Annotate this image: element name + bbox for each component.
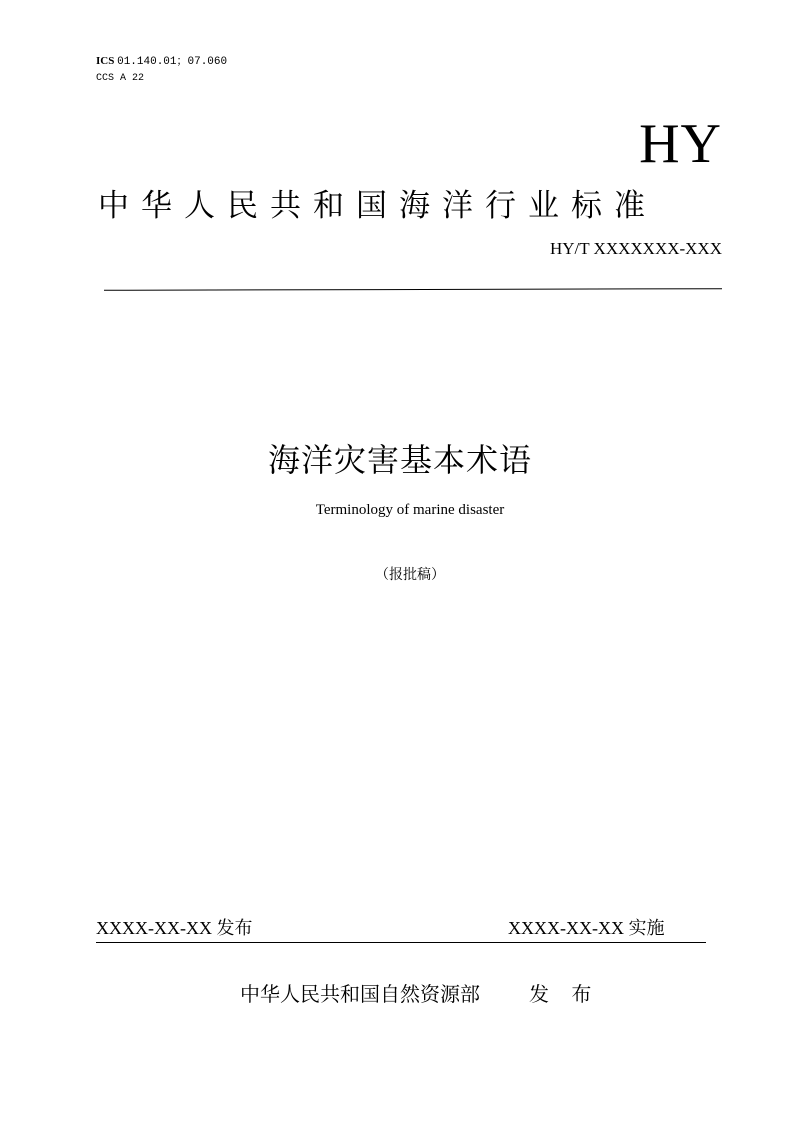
header-divider [104,288,722,291]
standard-name: 中华人民共和国海洋行业标准 [98,188,657,223]
publish-word: 发 布 [529,982,600,1006]
ics-line [96,54,227,69]
document-title-chinese: 海洋灾害基本术语 [267,441,532,479]
ics-codes: 01.140.01；07.060 [117,56,228,68]
ics-label: ICS [96,55,115,67]
draft-status: （报批稿） [375,568,445,583]
document-title-english: Terminology of marine disaster [315,502,505,518]
publisher: 中华人民共和国自然资源部 [240,982,480,1006]
issue-date: XXXX-XX-XX 发布 [96,918,253,938]
standard-number: HY/T XXXXXXX-XXX [549,239,722,258]
implementation-date: XXXX-XX-XX 实施 [508,918,665,938]
ccs-code: CCS A 22 [96,73,145,84]
footer-divider [96,942,706,943]
hy-logo: HY [639,113,722,175]
